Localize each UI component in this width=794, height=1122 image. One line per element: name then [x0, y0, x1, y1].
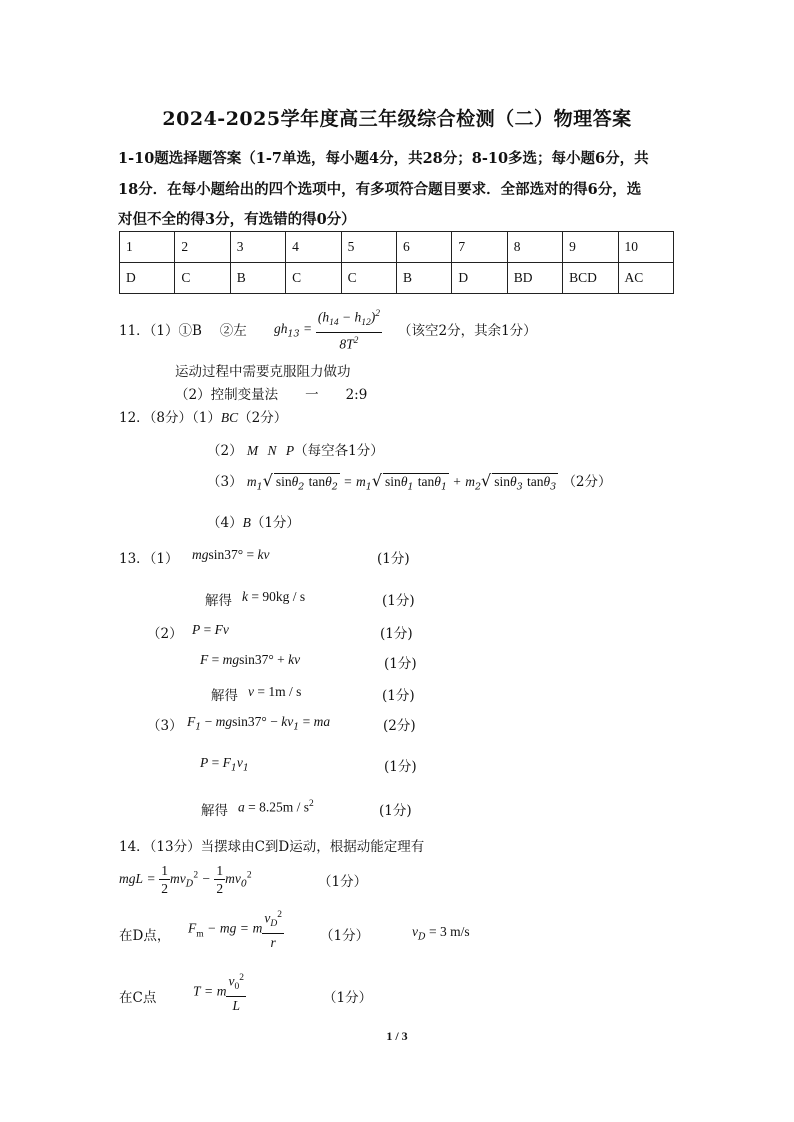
table-cell: 6 [396, 232, 451, 263]
q13-score-5: (1分) [382, 688, 415, 704]
table-cell: BD [507, 263, 562, 294]
q13-label-1: 13．（1） [119, 551, 179, 567]
q14-score-2: （1分） [320, 928, 370, 944]
q13-score-2: (1分) [382, 593, 415, 609]
q14-intro: 14．（13分）当摆球由C到D运动，根据动能定理有 [119, 839, 425, 855]
table-cell: 8 [507, 232, 562, 263]
q13-eq-8: $a = 8.25m / s^2$ [238, 799, 314, 815]
table-cell: D [120, 263, 175, 294]
q14-at-c: 在C点 [119, 990, 157, 1006]
intro-line-1: 1-10题选择题答案（1-7单选，每小题4分，共28分；8-10多选；每小题6分，共 [118, 150, 649, 167]
table-row [120, 232, 674, 263]
q13-eq-4: F = mgsin37° + kv [200, 652, 301, 667]
q13-score-4: (1分) [384, 656, 417, 672]
table-cell: 9 [563, 232, 618, 263]
q14-eq-d: $F_m$ − mg = m $\frac{v_D^2}{r}$ [188, 907, 284, 951]
q11-formula: $gh_{13}$ = $\frac{(h_{14} - h_{12})^2}{8T^2}$ [274, 306, 382, 353]
q13-label-3: （3） [147, 718, 183, 734]
q13-score-3: (1分) [380, 626, 413, 642]
table-cell: B [396, 263, 451, 294]
q13-solve-3: 解得 [201, 803, 228, 819]
q12-p1-score: （2分） [238, 410, 288, 426]
q13-solve-2: 解得 [211, 688, 238, 704]
table-cell: 10 [618, 232, 673, 263]
q12-part4: （4）B（1分） [207, 515, 300, 531]
q13-eq-5: v = 1m / s [248, 684, 302, 699]
q12-part3: （3） $m_1√$ sinθ$_2$ $\tan\theta_2 = m_1√$ sinθ$_1$ $\tan\theta_1 + m_2√$ sinθ$_3$ tanθ$_3$ （2分） [207, 471, 612, 493]
table-cell: C [175, 263, 230, 294]
q13-eq-1: mgsin37° = kv [192, 547, 270, 562]
table-cell: 1 [120, 232, 175, 263]
q13-label-2: （2） [147, 626, 183, 642]
q11-label: 11．（1）①B ②左 [119, 323, 247, 339]
q11-reason: 运动过程中需要克服阻力做功 [175, 364, 351, 380]
table-cell: C [341, 263, 396, 294]
q12-label: 12．（8分）（1） [119, 410, 221, 426]
answer-table [119, 231, 674, 294]
q13-solve-1: 解得 [205, 593, 232, 609]
q14-eq-energy: mgL = $\frac{1}{2}$ $mv_D^2$ − $\frac{1}{2}$ $mv_0^2$ [119, 863, 252, 896]
q13-eq-2: k = 90kg / s [242, 589, 306, 604]
table-cell: C [286, 263, 341, 294]
q14-score-1: （1分） [318, 874, 368, 890]
q14-eq-c: T = m $\frac{v_0^2}{L}$ [193, 970, 246, 1014]
intro-line-3: 对但不全的得3分，有选错的得0分） [118, 211, 356, 228]
q13-eq-6: $F_1 - mgsin37^\circ - kv_1$ = ma [187, 714, 331, 733]
table-row [120, 263, 674, 294]
q12-part2: （2） M N P（每空各1分） [207, 443, 384, 459]
q12-p2-answer: M N P [246, 443, 295, 458]
q13-score-7: (1分) [384, 759, 417, 775]
q13-score-6: (2分) [383, 718, 416, 734]
page-number: 1 / 3 [386, 1029, 408, 1043]
intro-line-2: 18分．在每小题给出的四个选项中，有多项符合题目要求．全部选对的得6分，选 [118, 181, 642, 198]
table-cell: D [452, 263, 507, 294]
table-cell: 4 [286, 232, 341, 263]
q13-eq-3: P = Fv [192, 622, 229, 637]
table-cell: 5 [341, 232, 396, 263]
table-cell: 7 [452, 232, 507, 263]
q11-score-note: （该空2分，其余1分） [398, 323, 537, 339]
q12-part1 [119, 406, 287, 426]
q13-eq-7: $P = F_1v_1$ [200, 755, 249, 774]
table-cell: BCD [563, 263, 618, 294]
q14-vd: $v_D = 3$ m/s [412, 924, 470, 943]
q13-score-8: (1分) [379, 803, 412, 819]
q12-p1-answer: BC [220, 410, 239, 425]
q14-at-d: 在D点， [119, 928, 171, 944]
q11-part2: （2）控制变量法 一 2:9 [175, 387, 368, 403]
q13-score-1: (1分) [377, 551, 410, 567]
page-title: 2024-2025学年度高三年级综合检测（二）物理答案 [162, 108, 632, 130]
table-cell: AC [618, 263, 673, 294]
table-cell: 3 [230, 232, 285, 263]
q14-score-3: （1分） [323, 990, 373, 1006]
table-cell: 2 [175, 232, 230, 263]
table-cell: B [230, 263, 285, 294]
